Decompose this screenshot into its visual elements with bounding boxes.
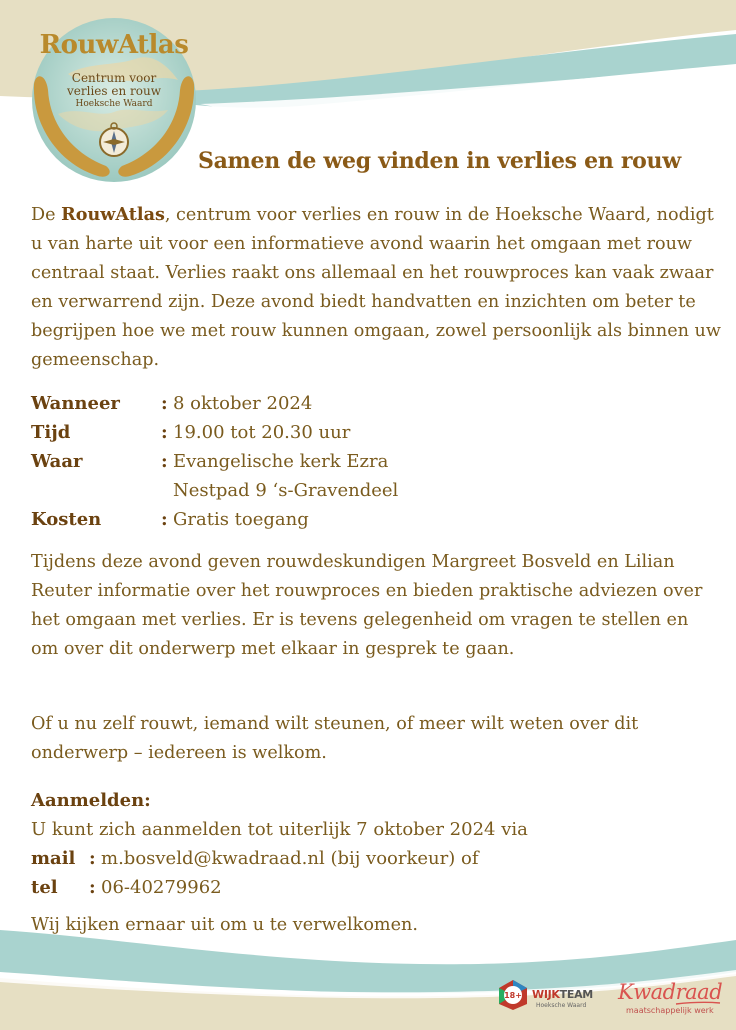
contact-separator: : bbox=[89, 877, 96, 898]
contact-label-tel: tel bbox=[31, 877, 58, 898]
welcome-paragraph: Of u nu zelf rouwt, iemand wilt steunen, of meer wilt weten over dit onderwerp – iedereen is welkom. bbox=[31, 714, 639, 763]
detail-value: Evangelische kerk Ezra bbox=[173, 451, 389, 472]
closing-line: Wij kijken ernaar uit om u te verwelkomen. bbox=[31, 915, 418, 935]
contact-label-mail: mail bbox=[31, 848, 76, 869]
logo-subtitle-line2: verlies en rouw bbox=[67, 84, 161, 98]
logo-title: RouwAtlas bbox=[39, 30, 189, 60]
detail-separator: : bbox=[161, 422, 168, 443]
detail-value: Nestpad 9 ‘s-Gravendeel bbox=[173, 480, 399, 501]
intro-brand: RouwAtlas bbox=[61, 204, 165, 225]
detail-label bbox=[31, 476, 161, 505]
page-title: Samen de weg vinden in verlies en rouw bbox=[198, 148, 681, 174]
intro-prefix: De bbox=[31, 205, 62, 225]
detail-row-time bbox=[31, 418, 398, 447]
detail-separator: : bbox=[161, 509, 168, 530]
contact-row-tel bbox=[31, 873, 528, 902]
wijkteam-name-part2: TEAM bbox=[559, 988, 593, 1001]
wijkteam-emblem-icon bbox=[496, 978, 530, 1012]
intro-paragraph bbox=[31, 200, 721, 375]
intro-text: , centrum voor verlies en rouw in de Hoeksche Waard, nodigt u van harte uit voor een informatieve avond waarin het omgaan met rouw centraal staat. Verlies raakt ons allemaal en het rouwproces kan vaak zwaar en verwarrend zijn. Deze avond biedt handvatten en inzichten om beter te begrijpen hoe we met rouw kunnen omgaan, zowel persoonlijk als binnen uw gemeenschap. bbox=[31, 205, 721, 370]
kwadraad-name: Kwadraad bbox=[618, 980, 723, 1004]
contact-row-mail bbox=[31, 844, 528, 873]
detail-value: Gratis toegang bbox=[173, 509, 309, 530]
contact-separator: : bbox=[89, 848, 96, 869]
detail-row-where bbox=[31, 447, 398, 476]
detail-label: Kosten bbox=[31, 509, 102, 530]
detail-label: Wanneer bbox=[31, 393, 120, 414]
wijkteam-subtitle: Hoeksche Waard bbox=[536, 1002, 587, 1009]
detail-label: Tijd bbox=[31, 422, 71, 443]
detail-value: 8 oktober 2024 bbox=[173, 393, 313, 414]
wijkteam-name bbox=[532, 988, 593, 1001]
detail-separator-blank bbox=[161, 476, 173, 505]
registration-intro: U kunt zich aanmelden tot uiterlijk 7 oktober 2024 via bbox=[31, 819, 528, 840]
event-details bbox=[31, 389, 398, 534]
phone-link[interactable]: 06-40279962 bbox=[101, 877, 222, 898]
detail-value: 19.00 tot 20.30 uur bbox=[173, 422, 351, 443]
wijkteam-logo bbox=[496, 978, 596, 1018]
registration-section bbox=[31, 786, 528, 902]
rouwatlas-logo bbox=[28, 14, 200, 186]
detail-row-when bbox=[31, 389, 398, 418]
kwadraad-subtitle: maatschappelijk werk bbox=[626, 1006, 714, 1015]
detail-label: Waar bbox=[31, 451, 83, 472]
email-link[interactable]: m.bosveld@kwadraad.nl (bij voorkeur) of bbox=[101, 848, 479, 869]
logo-subtitle-line1: Centrum voor bbox=[71, 71, 157, 85]
registration-heading: Aanmelden: bbox=[31, 790, 151, 811]
detail-separator: : bbox=[161, 393, 168, 414]
logo-subtitle-line3: Hoeksche Waard bbox=[75, 99, 153, 109]
detail-separator: : bbox=[161, 451, 168, 472]
speakers-paragraph: Tijdens deze avond geven rouwdeskundigen Margreet Bosveld en Lilian Reuter informatie over het rouwproces en bieden praktische adviezen over het omgaan met verlies. Er is tevens gelegenheid om vragen te stellen en om over dit onderwerp met elkaar in gesprek te gaan. bbox=[31, 552, 703, 659]
kwadraad-logo bbox=[616, 980, 726, 1020]
wijkteam-badge: 18+ bbox=[504, 991, 522, 1000]
detail-row-costs bbox=[31, 505, 398, 534]
detail-row-address bbox=[31, 476, 398, 505]
wijkteam-name-part1: WIJK bbox=[532, 988, 560, 1001]
